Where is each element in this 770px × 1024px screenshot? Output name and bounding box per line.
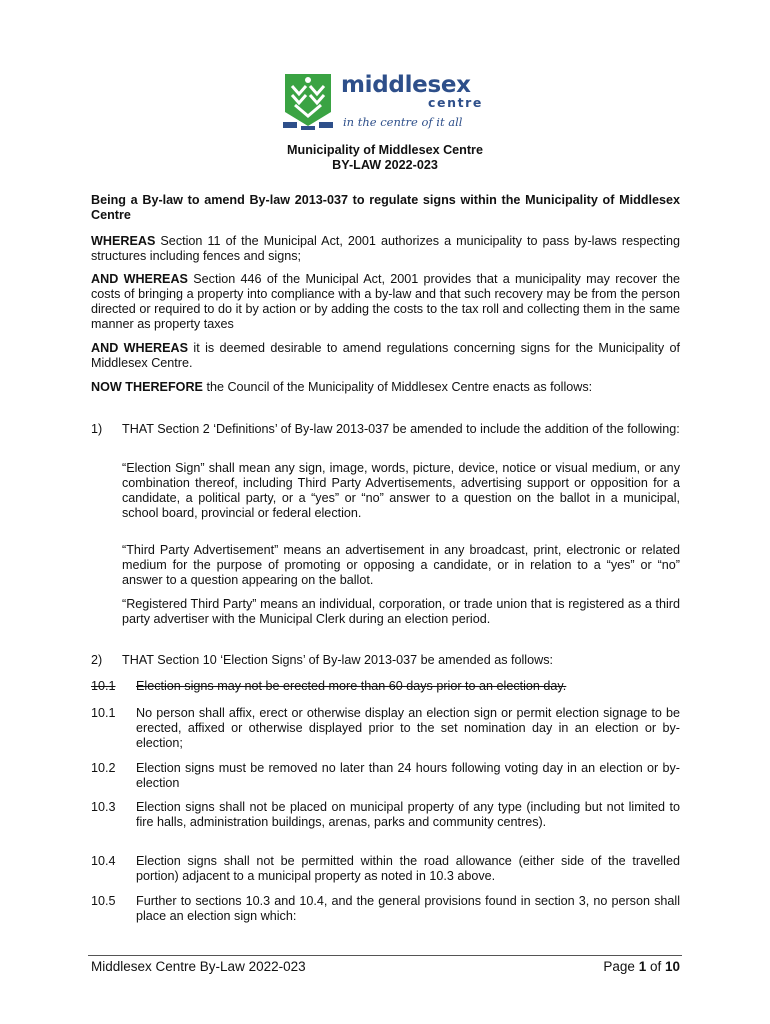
page-current: 1 — [638, 959, 647, 974]
whereas-text: it is deemed desirable to amend regulations concerning signs for the Municipality of Middlesex Centre. — [91, 341, 681, 370]
title-bylaw-number: BY-LAW 2022-023 — [332, 158, 438, 172]
section-number-deleted: 10.1 — [91, 679, 116, 693]
page-prefix: Page — [603, 959, 639, 974]
definition-third-party-advertisement: “Third Party Advertisement” means an advertisement in any broadcast, print, electronic or related medium for the purpose of promoting or opposing a candidate, or in relation to a “yes” or “no” answer to a question appearing on the ballot. — [122, 543, 680, 587]
item-number: 2) — [91, 653, 103, 667]
municipality-logo — [283, 74, 503, 130]
section-number: 10.1 — [91, 706, 116, 720]
whereas-lead: AND WHEREAS — [91, 272, 188, 286]
definition-registered-third-party: “Registered Third Party” means an individual, corporation, or trade union that is registered as a third party advertiser with the Municipal Clerk during an election period. — [122, 597, 680, 626]
enacting-clause — [91, 380, 680, 395]
section-number: 10.4 — [91, 854, 116, 868]
whereas-text: Section 446 of the Municipal Act, 2001 provides that a municipality may recover the costs of bringing a property into compliance with a by-law and that such recovery may be from the person directed or required to do it by action or by adding the costs to the tax roll and collecting them in the same manner as property taxes — [91, 272, 681, 331]
section-text: Further to sections 10.3 and 10.4, and the general provisions found in section 3, no person shall place an election sign which: — [136, 894, 680, 923]
document-title — [90, 143, 680, 173]
section-text: Election signs shall not be permitted within the road allowance (either side of the travelled portion) adjacent to a municipal property as noted in 10.3 above. — [136, 854, 680, 883]
item-text: THAT Section 10 ‘Election Signs’ of By-law 2013-037 be amended as follows: — [122, 653, 553, 667]
footer-document-name: Middlesex Centre By-Law 2022-023 — [91, 959, 306, 974]
section-number: 10.3 — [91, 800, 116, 814]
section-number: 10.5 — [91, 894, 116, 908]
item-text: THAT Section 2 ‘Definitions’ of By-law 2013-037 be amended to include the addition of the following: — [122, 422, 680, 436]
section-text: Election signs shall not be placed on municipal property of any type (including but not limited to fire halls, administration buildings, arenas, parks and community centres). — [136, 800, 680, 829]
footer-divider — [88, 955, 682, 956]
section-number: 10.2 — [91, 761, 116, 775]
bylaw-purpose: Being a By-law to amend By-law 2013-037 to regulate signs within the Municipality of Middlesex Centre — [91, 193, 680, 222]
logo-wordmark: middlesex — [341, 72, 471, 98]
whereas-lead: WHEREAS — [91, 234, 156, 248]
whereas-clause-3 — [91, 341, 680, 371]
leaf-chevron-logo-icon — [283, 74, 333, 130]
whereas-text: Section 11 of the Municipal Act, 2001 authorizes a municipality to pass by-laws respecting structures including fences and signs; — [91, 234, 680, 263]
logo-subtitle: centre — [428, 95, 484, 110]
title-municipality: Municipality of Middlesex Centre — [287, 143, 483, 157]
page-mid: of — [646, 959, 665, 974]
page-total: 10 — [664, 959, 680, 974]
whereas-clause-2 — [91, 272, 680, 332]
enacting-lead: NOW THEREFORE — [91, 380, 203, 394]
logo-tagline: in the centre of it all — [343, 115, 463, 129]
whereas-lead: AND WHEREAS — [91, 341, 189, 355]
whereas-clause-1 — [91, 234, 680, 264]
section-text: Election signs must be removed no later than 24 hours following voting day in an election or by-election — [136, 761, 680, 790]
enacting-text: the Council of the Municipality of Middlesex Centre enacts as follows: — [202, 380, 593, 394]
section-text: No person shall affix, erect or otherwise display an election sign or permit election signage to be erected, affixed or otherwise displayed prior to the set nomination day in an election or by-election; — [136, 706, 680, 750]
item-number: 1) — [91, 422, 103, 436]
page-number — [603, 959, 680, 975]
section-text-deleted: Election signs may not be erected more than 60 days prior to an election day. — [136, 679, 567, 693]
definition-election-sign: “Election Sign” shall mean any sign, image, words, picture, device, notice or visual medium, or any combination thereof, including Third Party Advertisements, advertising support or opposition for a candidate, a political party, or a “yes” or “no” answer to a question on the ballot in a municipal, school board, provincial or federal election. — [122, 461, 680, 520]
